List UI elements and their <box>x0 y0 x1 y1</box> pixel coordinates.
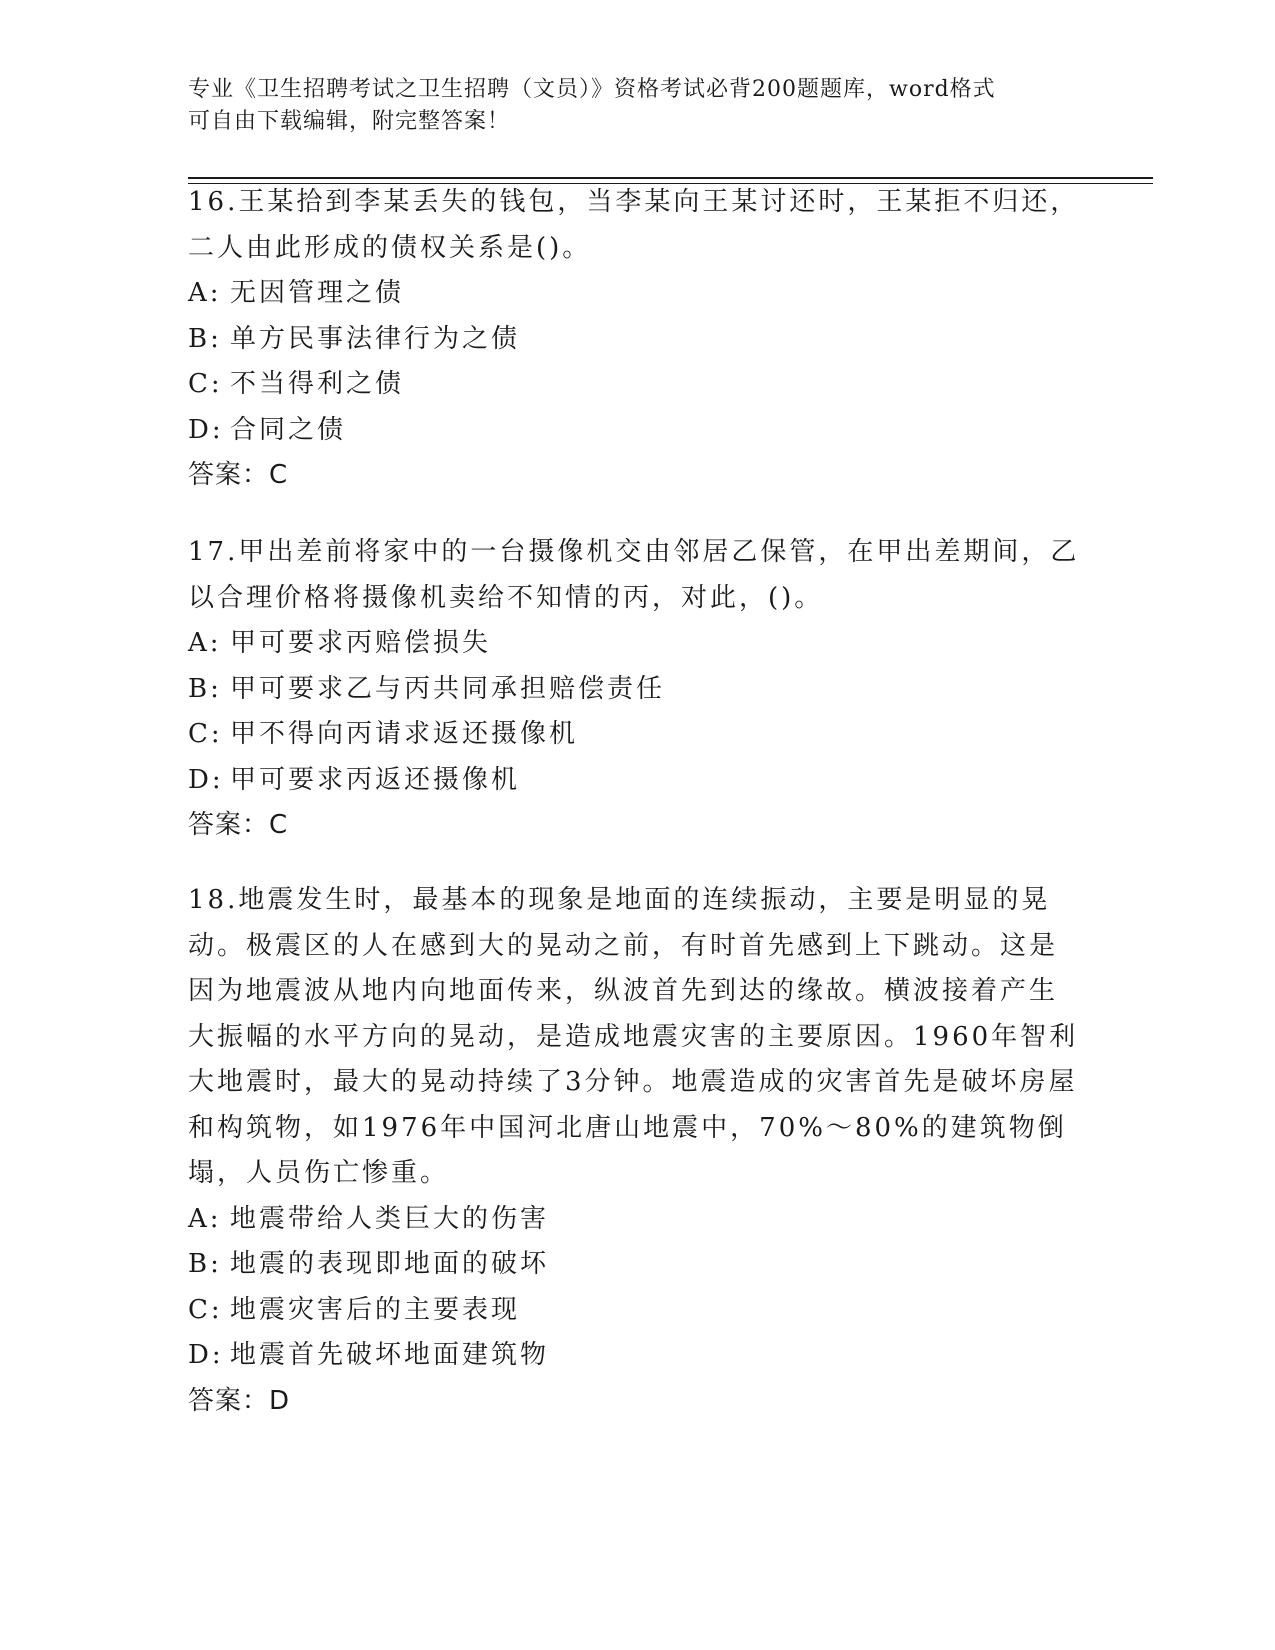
header-line-2: 可自由下载编辑，附完整答案！ <box>188 109 511 134</box>
option-c <box>188 362 1083 408</box>
option-text: 甲可要求丙返还摄像机 <box>230 764 521 795</box>
option-b <box>188 667 1083 713</box>
option-text: 单方民事法律行为之债 <box>230 323 521 354</box>
option-letter: B: <box>188 1249 222 1279</box>
option-text: 甲不得向丙请求返还摄像机 <box>230 719 579 749</box>
option-letter: B: <box>188 323 222 354</box>
question-stem: 18.地震发生时，最基本的现象是地面的连续振动，主要是明显的晃动。极震区的人在感到大的晃动之前，有时首先感到上下跳动。这是因为地震波从地内向地面传来，纵波首先到达的缘故。横波接着产生大振幅的水平方向的晃动，是造成地震灾害的主要原因。1960年智利大地震时，最大的晃动持续了3分钟。地震造成的灾害首先是破坏房屋和构筑物，如1976年中国河北唐山地震中，70%～80%的建筑物倒塌，人员伤亡惨重。 <box>188 885 1079 1188</box>
option-letter: D: <box>188 764 224 795</box>
option-text: 地震的表现即地面的破坏 <box>230 1249 550 1279</box>
option-a <box>188 621 1083 667</box>
option-d <box>188 408 1083 454</box>
option-a <box>188 1197 1083 1243</box>
option-letter: C: <box>188 369 223 399</box>
option-letter: A: <box>188 628 222 658</box>
option-text: 地震灾害后的主要表现 <box>230 1294 521 1325</box>
option-letter: C: <box>188 719 223 749</box>
option-letter: D: <box>188 1340 224 1370</box>
option-b <box>188 1242 1083 1288</box>
header-rule-thick <box>188 177 1153 179</box>
option-letter: D: <box>188 414 224 445</box>
option-text: 不当得利之债 <box>230 369 405 399</box>
option-text: 甲可要求乙与丙共同承担赔偿责任 <box>230 673 666 704</box>
answer-label: 答案：C <box>188 460 289 490</box>
option-letter: B: <box>188 673 222 704</box>
answer-label: 答案：D <box>188 1385 291 1416</box>
question-17 <box>188 530 1083 849</box>
option-c <box>188 712 1083 758</box>
option-a <box>188 271 1083 317</box>
option-letter: A: <box>188 1203 222 1234</box>
option-c <box>188 1288 1083 1334</box>
question-stem: 17.甲出差前将家中的一台摄像机交由邻居乙保管，在甲出差期间，乙以合理价格将摄像机卖给不知情的丙，对此，()。 <box>188 537 1080 613</box>
answer-label: 答案：C <box>188 810 289 840</box>
option-letter: C: <box>188 1294 223 1325</box>
option-letter: A: <box>188 278 222 308</box>
option-text: 合同之债 <box>230 414 347 445</box>
document-header <box>188 74 1088 138</box>
option-b <box>188 317 1083 363</box>
option-text: 地震带给人类巨大的伤害 <box>230 1203 550 1234</box>
question-18 <box>188 878 1083 1424</box>
question-16 <box>188 180 1083 499</box>
question-stem: 16.王某拾到李某丢失的钱包，当李某向王某讨还时，王某拒不归还，二人由此形成的债权关系是()。 <box>188 187 1080 263</box>
option-d <box>188 1333 1083 1379</box>
option-d <box>188 758 1083 804</box>
option-text: 无因管理之债 <box>230 278 405 308</box>
option-text: 甲可要求丙赔偿损失 <box>230 628 492 658</box>
header-line-1: 专业《卫生招聘考试之卫生招聘（文员）》资格考试必背200题题库，word格式 <box>188 77 996 102</box>
option-text: 地震首先破坏地面建筑物 <box>230 1340 550 1370</box>
